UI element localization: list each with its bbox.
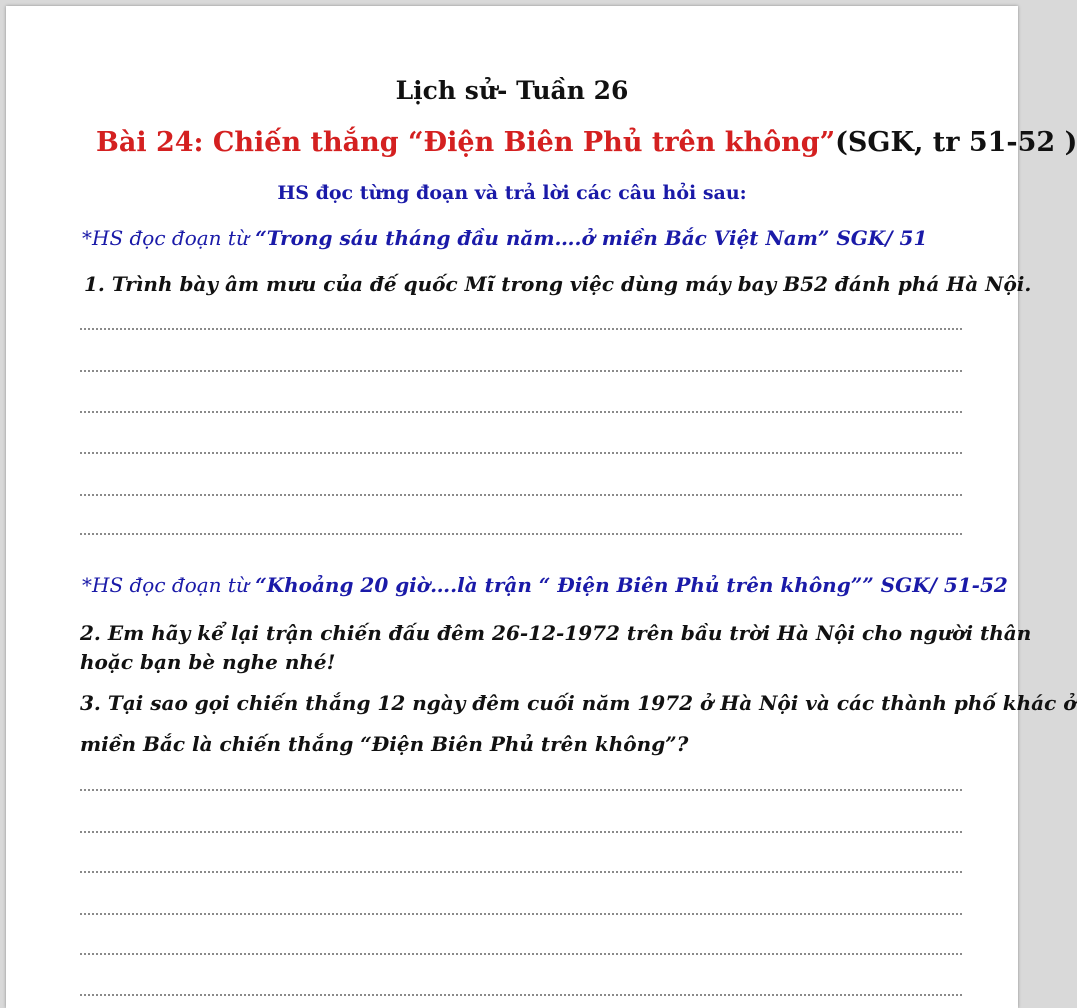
- answer-line-10: [80, 913, 962, 915]
- passage-1-instruction: [82, 226, 927, 250]
- answer-line-2: [80, 370, 962, 372]
- question-3-line-1: 3. Tại sao gọi chiến thắng 12 ngày đêm cuối năm 1972 ở Hà Nội và các thành phố khác ở: [80, 691, 1077, 715]
- passage-1-prefix: *HS đọc đoạn từ: [82, 226, 256, 250]
- answer-line-1: [80, 328, 962, 330]
- passage-2-instruction: [82, 573, 1008, 597]
- answer-line-11: [80, 953, 962, 955]
- passage-2-range: “Khoảng 20 giờ….là trận “ Điện Biên Phủ trên không”” SGK/ 51-52: [255, 573, 1008, 597]
- passage-2-prefix: *HS đọc đoạn từ: [82, 573, 256, 597]
- lesson-title-main: Bài 24: Chiến thắng “Điện Biên Phủ trên không”: [96, 127, 836, 158]
- worksheet-page: [6, 6, 1077, 1008]
- answer-line-6: [80, 533, 962, 535]
- question-3-line-2: miền Bắc là chiến thắng “Điện Biên Phủ trên không”?: [80, 732, 689, 756]
- answer-line-8: [80, 831, 962, 833]
- answer-line-7: [80, 789, 962, 791]
- answer-line-12: [80, 994, 962, 996]
- lesson-title-reference: (SGK, tr 51-52 ): [835, 127, 1077, 158]
- question-1: 1. Trình bày âm mưu của đế quốc Mĩ trong việc dùng máy bay B52 đánh phá Hà Nội.: [84, 272, 1032, 296]
- subject-heading: Lịch sử- Tuần 26: [395, 76, 629, 105]
- answer-line-9: [80, 871, 962, 873]
- passage-1-range: “Trong sáu tháng đầu năm….ở miền Bắc Việt Nam” SGK/ 51: [255, 226, 928, 250]
- answer-line-3: [80, 411, 962, 413]
- question-2-line-2: hoặc bạn bè nghe nhé!: [80, 650, 336, 674]
- lesson-title: [96, 127, 1077, 158]
- answer-line-4: [80, 452, 962, 454]
- answer-line-5: [80, 494, 962, 496]
- instruction-text: HS đọc từng đoạn và trả lời các câu hỏi sau:: [277, 182, 747, 204]
- question-2-line-1: 2. Em hãy kể lại trận chiến đấu đêm 26-12-1972 trên bầu trời Hà Nội cho người thân: [80, 621, 1032, 645]
